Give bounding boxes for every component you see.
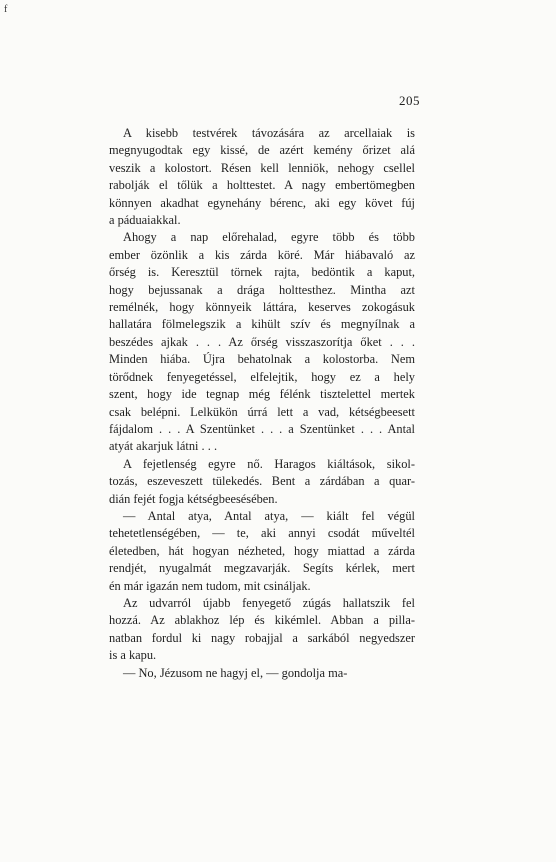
text-line: rendjét, nyugalmát megzavarják. Segíts kérlek, mert (109, 561, 415, 576)
text-line: fájdalom . . . A Szentünket . . . a Szentünket . . . Antal (109, 421, 415, 436)
text-line: hogy bejussanak a drága holttesthez. Mintha azt (109, 282, 415, 297)
text-line: atyát akarjuk látni . . . (109, 439, 218, 454)
text-line: beszédes ajkak . . . Az őrség visszaszorítja őket . . . (109, 334, 415, 349)
text-line: Ahogy a nap előrehalad, egyre több és több (123, 230, 415, 245)
paragraph (109, 125, 415, 229)
corner-mark: f (4, 4, 8, 15)
text-line: Az udvarról újabb fenyegető zúgás hallatszik fel (123, 595, 415, 610)
text-line: a páduaiakkal. (109, 213, 181, 228)
text-line: könnyen akadhat egynehány bérenc, aki egy követ fúj (109, 195, 415, 210)
text-line: veszik a kolostort. Résen kell lenniök, nehogy csellel (109, 160, 415, 175)
text-line: ember özönlik a kis zárda köré. Már hiábavaló az (109, 247, 415, 262)
text-line: natban fordul ki nagy robajjal a sarkából negyedszer (109, 630, 415, 645)
text-line: tehetetlenségében, — te, aki annyi csodát műveltél (109, 526, 415, 541)
text-line: hallatára fölmelegszik a kihült szív és megnyílnak a (109, 317, 415, 332)
text-line: én már igazán nem tudom, mit csináljak. (109, 578, 311, 593)
text-line: életedben, hát hogyan nézheted, hogy miattad a zárda (109, 543, 415, 558)
text-line: hozzá. Az ablakhoz lép és kikémlel. Abban a pilla- (109, 613, 415, 628)
text-line: rabolják el tőlük a holttestet. A nagy embertömegben (109, 178, 415, 193)
paragraph (109, 595, 415, 665)
text-line: A fejetlenség egyre nő. Haragos kiáltások, sikol- (123, 456, 415, 471)
paragraph (109, 456, 415, 508)
text-line: őrség is. Keresztül törnek rajta, bedöntik a kaput, (109, 265, 415, 280)
text-line: — No, Jézusom ne hagyj el, — gondolja ma- (123, 665, 348, 680)
text-line: Minden hiába. Újra behatolnak a kolostorba. Nem (109, 352, 415, 367)
page-number: 205 (399, 93, 420, 108)
text-line: dián fejét fogja kétségbeesésében. (109, 491, 278, 506)
text-line: csak belépni. Lelkükön úrrá lett a vad, kétségbeesett (109, 404, 415, 419)
text-line: is a kapu. (109, 648, 157, 663)
paragraph (109, 508, 415, 595)
body-text (109, 125, 415, 682)
text-line: tozás, eszeveszett tülekedés. Bent a zárdában a quar- (109, 474, 415, 489)
text-line: szent, hogy ide tegnap még félénk tisztelettel mertek (109, 387, 415, 402)
text-line: — Antal atya, Antal atya, — kiált fel végül (123, 508, 415, 523)
paragraph (109, 665, 415, 682)
text-line: remélnék, hogy könnyeik láttára, keserves zokogásuk (109, 300, 415, 315)
text-line: megnyugodtak egy kissé, de azért kemény őrizet alá (109, 143, 415, 158)
text-line: törődnek fenyegetéssel, elfelejtik, hogy ez a hely (109, 369, 415, 384)
paragraph (109, 229, 415, 455)
text-line: A kisebb testvérek távozására az arcellaiak is (123, 126, 415, 140)
